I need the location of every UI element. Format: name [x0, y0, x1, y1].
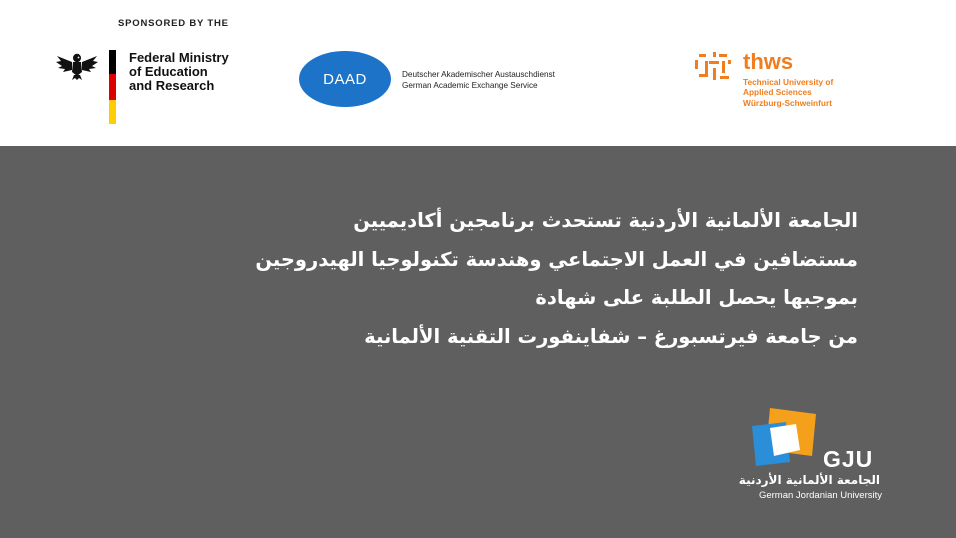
sponsor-bar: [0, 0, 956, 146]
daad-badge: DAAD: [299, 51, 391, 107]
gju-name-english: German Jordanian University: [758, 490, 882, 501]
thws-name: thws: [743, 49, 794, 74]
announcement-headline: [58, 202, 858, 356]
headline-line: مستضافين في العمل الاجتماعي وهندسة تكنولوجيا الهيدروجين: [255, 247, 858, 271]
thws-logo-icon: [693, 52, 733, 82]
thws-logo: [693, 50, 913, 114]
bmbf-name: Federal Ministry of Education and Research: [129, 50, 229, 93]
daad-logo: [299, 51, 649, 107]
daad-name-en: German Academic Exchange Service: [402, 80, 538, 90]
daad-name: [402, 70, 555, 91]
gju-name-arabic: الجامعة الألمانية الأردنية: [738, 473, 880, 487]
gju-logo-icon: [752, 408, 816, 470]
german-flag-stripe: [109, 50, 116, 124]
headline-line: من جامعة فيرتسبورغ – شفاينفورت التقنية الألمانية: [364, 324, 858, 348]
federal-eagle-icon: [55, 52, 99, 80]
bmbf-logo: [55, 50, 275, 126]
thws-subtitle: Technical University of Applied Sciences Würzburg-Schweinfurt: [743, 77, 834, 108]
sponsored-by-label: SPONSORED BY THE: [118, 18, 229, 29]
gju-abbreviation: GJU: [823, 446, 874, 472]
headline-line: بموجبها يحصل الطلبة على شهادة: [535, 286, 858, 309]
headline-line: الجامعة الألمانية الأردنية تستحدث برنامجين أكاديميين: [353, 209, 858, 232]
announcement-panel: [0, 146, 956, 538]
daad-name-de: Deutscher Akademischer Austauschdienst: [402, 70, 555, 79]
